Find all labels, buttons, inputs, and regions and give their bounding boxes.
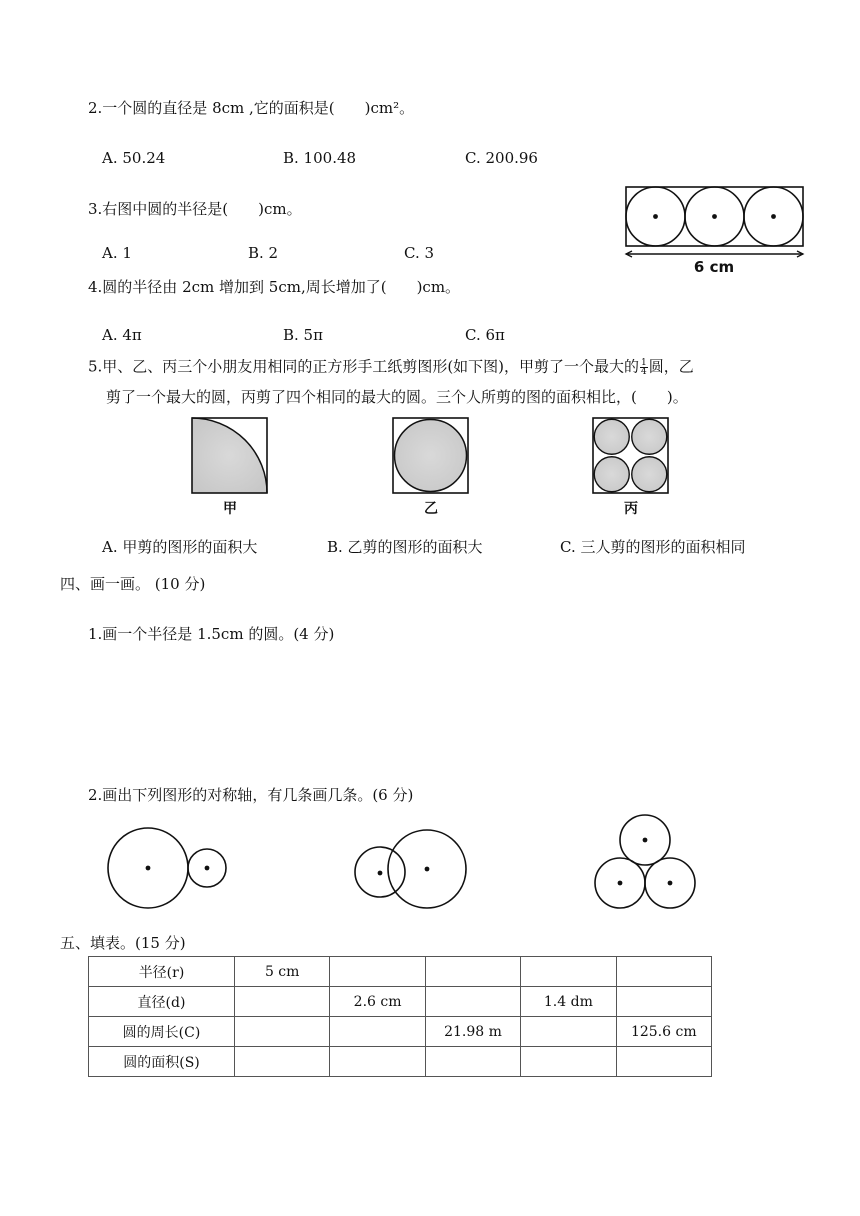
circle-center-dot — [146, 866, 151, 871]
table-row — [89, 1047, 712, 1077]
circle-center-dot — [205, 866, 210, 871]
table-cell[interactable] — [521, 957, 616, 987]
q2-stem: 2.一个圆的直径是 8cm ,它的面积是( )cm²。 — [88, 99, 415, 117]
row-header: 直径(d) — [89, 987, 235, 1017]
figure-label-jia: 甲 — [223, 501, 237, 517]
table-cell[interactable] — [235, 987, 330, 1017]
q2-option-a: A. 50.24 — [102, 149, 166, 167]
circle-center-dot — [378, 871, 383, 876]
q5-stem-line2: 剪了一个最大的圆，丙剪了四个相同的最大的圆。三个人所剪的图的面积相比，( )。 — [106, 388, 688, 406]
q4-option-b: B. 5π — [283, 326, 323, 344]
table-cell[interactable] — [425, 957, 520, 987]
figure-label-bing: 丙 — [624, 501, 638, 517]
fraction-denominator: 4 — [641, 367, 647, 377]
q4-option-c: C. 6π — [465, 326, 505, 344]
q5-option-c: C. 三人剪的图形的面积相同 — [560, 538, 746, 556]
table-cell[interactable] — [330, 1017, 425, 1047]
table-row — [89, 1017, 712, 1047]
table-row — [89, 987, 712, 1017]
table-cell[interactable]: 5 cm — [235, 957, 330, 987]
q4-stem: 4.圆的半径由 2cm 增加到 5cm,周长增加了( )cm。 — [88, 278, 461, 296]
table-cell[interactable]: 21.98 m — [425, 1017, 520, 1047]
table-cell[interactable] — [616, 957, 711, 987]
q3-stem: 3.右图中圆的半径是( )cm。 — [88, 200, 302, 218]
figure-label-yi: 乙 — [424, 501, 438, 517]
q5-option-a: A. 甲剪的图形的面积大 — [102, 538, 258, 556]
table-cell[interactable] — [616, 1047, 711, 1077]
table-cell[interactable]: 1.4 dm — [521, 987, 616, 1017]
circle-center-dot — [643, 838, 648, 843]
table-cell[interactable]: 2.6 cm — [330, 987, 425, 1017]
q5-stem-text: 圆，乙 — [648, 357, 694, 376]
section5-title: 五、填表。(15 分) — [60, 934, 186, 952]
circle-fill-table — [88, 956, 712, 1077]
row-header: 圆的周长(C) — [89, 1017, 235, 1047]
section4-q2: 2.画出下列图形的对称轴，有几条画几条。(6 分) — [88, 786, 414, 804]
table-cell[interactable] — [330, 957, 425, 987]
table-cell[interactable] — [616, 987, 711, 1017]
row-header: 圆的面积(S) — [89, 1047, 235, 1077]
circle-center-dot — [618, 881, 623, 886]
fraction-numerator: 1 — [641, 358, 647, 368]
table-cell[interactable] — [235, 1017, 330, 1047]
circle-center-dot — [668, 881, 673, 886]
table-cell[interactable] — [425, 1047, 520, 1077]
q5-stem-text: 5.甲、乙、丙三个小朋友用相同的正方形手工纸剪图形(如下图)，甲剪了一个最大的 — [88, 357, 640, 376]
table-cell[interactable] — [521, 1047, 616, 1077]
q3-option-b: B. 2 — [248, 244, 279, 262]
dimension-label: 6 cm — [693, 258, 735, 276]
table-cell[interactable] — [425, 987, 520, 1017]
q2-option-c: C. 200.96 — [465, 149, 538, 167]
q3-option-a: A. 1 — [102, 244, 132, 262]
table-cell[interactable]: 125.6 cm — [616, 1017, 711, 1047]
table-cell[interactable] — [235, 1047, 330, 1077]
circle-center-dot — [425, 867, 430, 872]
table-cell[interactable] — [330, 1047, 425, 1077]
row-header: 半径(r) — [89, 957, 235, 987]
q3-option-c: C. 3 — [404, 244, 435, 262]
q2-option-b: B. 100.48 — [283, 149, 357, 167]
section4-q1: 1.画一个半径是 1.5cm 的圆。(4 分) — [88, 625, 335, 643]
table-cell[interactable] — [521, 1017, 616, 1047]
table-row — [89, 957, 712, 987]
q5-option-b: B. 乙剪的图形的面积大 — [327, 538, 483, 556]
q4-option-a: A. 4π — [102, 326, 142, 344]
section4-title: 四、画一画。 (10 分) — [60, 575, 206, 593]
